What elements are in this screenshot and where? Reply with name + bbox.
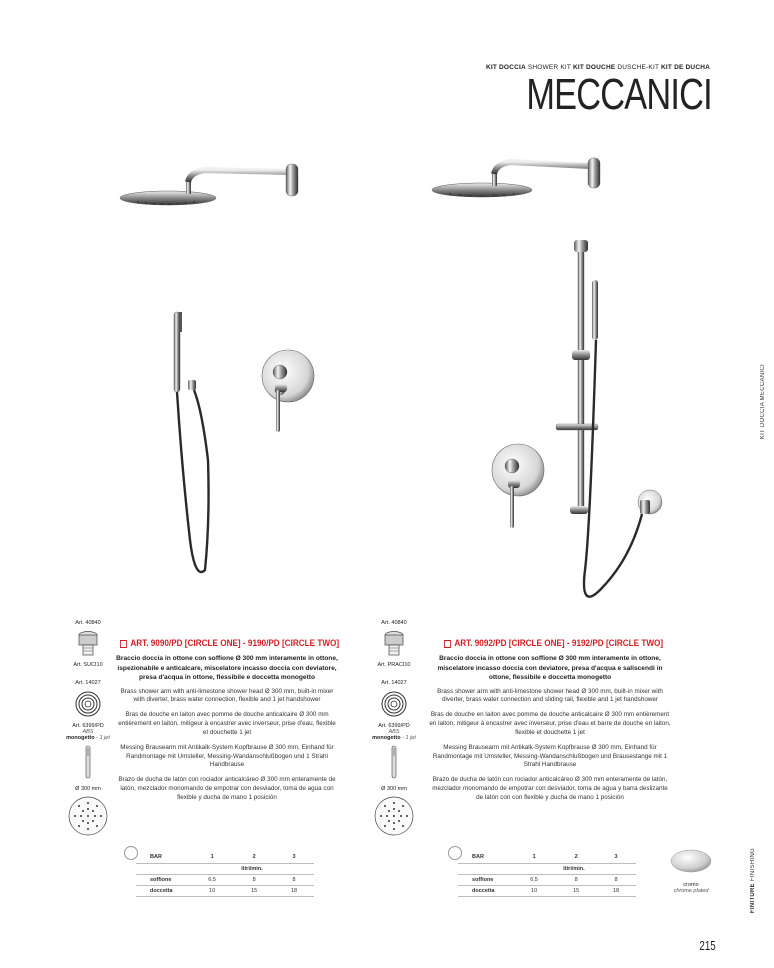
- shower-head-icon: [373, 795, 415, 837]
- finish-swatch: [666, 848, 716, 894]
- desc-it: Braccio doccia in ottone con soffione Ø 300 mm interamente in ottone, ispezionabile e anticalcare, miscelatore incasso doccia con deviatore, presa d'acqua in ottone, flessibile e doccetta monogetto: [116, 655, 338, 682]
- desc-it: Braccio doccia in ottone con soffione Ø 300 mm interamente in ottone, miscelatore incasso doccia con deviatore, presa d'acqua e saliscendi in ottone, flessibile e doccetta monogetto: [437, 655, 663, 682]
- checkbox-icon: [120, 640, 127, 648]
- desc-fr: Bras de douche en laiton avec pomme de douche anticalcaire Ø 300 mm entièrement en laiton, mitigeur à encastrer avec inverseur, prise d'eau et barre de douche en laiton, flexible et douchette 1 jet: [429, 711, 671, 736]
- product-photo-left: [110, 140, 410, 610]
- product-title: ART. 9092/PD [CIRCLE ONE] - 9192/PD [CIRCLE TWO]: [444, 638, 640, 649]
- kit-languages: KIT DOCCIA SHOWER KIT KIT DOUCHE DUSCHE-KIT KIT DE DUCHA: [485, 64, 710, 71]
- component-art-40840: Art. 40840: [75, 620, 101, 626]
- desc-en: Brass shower arm with anti-limestone shower head Ø 300 mm, built-in mixer with diverter, brass water connection, flexible and 1 jet handshower: [120, 687, 334, 704]
- handshower-icon: [389, 744, 399, 780]
- component-art-40840: Art. 40840: [381, 620, 407, 626]
- shower-arm-connector-icon: [381, 629, 407, 659]
- flexible-hose-icon: [379, 689, 409, 719]
- finish-name: cromo: [683, 882, 699, 888]
- flexible-hose-icon: [73, 689, 103, 719]
- desc-en: Brass shower arm with anti-limestone shower head Ø 300 mm, built-in mixer with diverter, brass water connection and sliding rail, flexible and 1 jet handshower: [437, 687, 663, 704]
- component-art-6399pd: Art. 6399/PD: [72, 723, 104, 729]
- shower-arm-connector-icon: [75, 629, 101, 659]
- table-row: soffione 6,5 8 8: [136, 874, 314, 885]
- table-row: soffione 6,5 8 8: [458, 874, 636, 885]
- checkbox-icon: [444, 640, 451, 648]
- product-photo-right: [420, 140, 720, 610]
- product-description-left: [116, 638, 338, 803]
- table-row: litri/min.: [136, 863, 314, 874]
- page-number: 215: [699, 938, 716, 953]
- chrome-swatch-icon: [669, 848, 713, 874]
- table-row: BAR 1 2 3: [458, 852, 636, 863]
- desc-de: Messing Brausearm mit Antikalk-System Kopfbrause Ø 300 mm, Einhand für Randmontage mit Umsteller, Messing-Wandanschlußbogen und 1 Strahl Handbrause: [120, 743, 334, 769]
- component-list-right: Art. 40840 Art. PRACI10 Art. 14027 Art. 6399/PD ABS monogetto - 1 jet Ø 300 mm: [364, 620, 424, 840]
- page-title: MECCANICI: [526, 70, 712, 119]
- desc-fr: Bras de douche en laiton avec pomme de douche anticalcaire Ø 300 mm entièrement en laiton, mitigeur à encastrer avec inverseur, prise d'eau, flexible et douchette 1 jet: [118, 711, 336, 736]
- component-list-left: Art. 40840 Art. SUCI10 Art. 14027 Art. 6399/PD ABS monogetto - 1 jet Ø 300 mm: [58, 620, 118, 840]
- desc-es: Brazo de ducha de latón con rociador anticalcáreo Ø 300 mm enteramente de latón, mezclador monomando de empotrar con desviador, toma de agua con flexible y ducha de mano 1 posición: [118, 776, 336, 801]
- desc-es: Brazo de ducha de latón con rociador anticalcáreo Ø 300 mm enteramente de latón, mezclador monomando de empotrar con desviador, toma de agua y barra deslizante de latón con con flexible y ducha de mano 1 posición: [432, 776, 668, 801]
- flow-rate-table-right: [458, 852, 636, 897]
- finish-section-label: FINITURE FINISHING: [750, 848, 756, 914]
- product-title: ART. 9090/PD [CIRCLE ONE] - 9190/PD [CIRCLE TWO]: [120, 638, 307, 649]
- shower-head-icon: [67, 795, 109, 837]
- component-art-praci10: Art. PRACI10: [377, 662, 411, 668]
- component-art-14027: Art. 14027: [381, 680, 407, 686]
- flow-rate-table-left: [136, 852, 314, 897]
- finish-sub: chrome plated: [673, 888, 709, 894]
- component-art-suci10: Art. SUCI10: [73, 662, 103, 668]
- desc-de: Messing Brausearm mit Antikalk-System Kopfbrause Ø 300 mm, Einhand für Randmontage mit Umsteller, Messing-Wandanschlußbogen und Brausestange mit 1 Strahl Handbrause: [432, 743, 668, 769]
- component-shower-head-size: Ø 300 mm: [75, 786, 101, 792]
- component-shower-head-size: Ø 300 mm: [381, 786, 407, 792]
- table-row: BAR 1 2 3: [136, 852, 314, 863]
- component-art-14027: Art. 14027: [75, 680, 101, 686]
- side-section-label: KIT DOCCIA MECCANICI: [760, 364, 766, 440]
- component-art-6399pd: Art. 6399/PD: [378, 723, 410, 729]
- table-row: litri/min.: [458, 863, 636, 874]
- table-row: doccetta 10 15 18: [458, 885, 636, 896]
- handshower-icon: [83, 744, 93, 780]
- table-row: doccetta 10 15 18: [136, 885, 314, 896]
- product-description-right: [428, 638, 672, 803]
